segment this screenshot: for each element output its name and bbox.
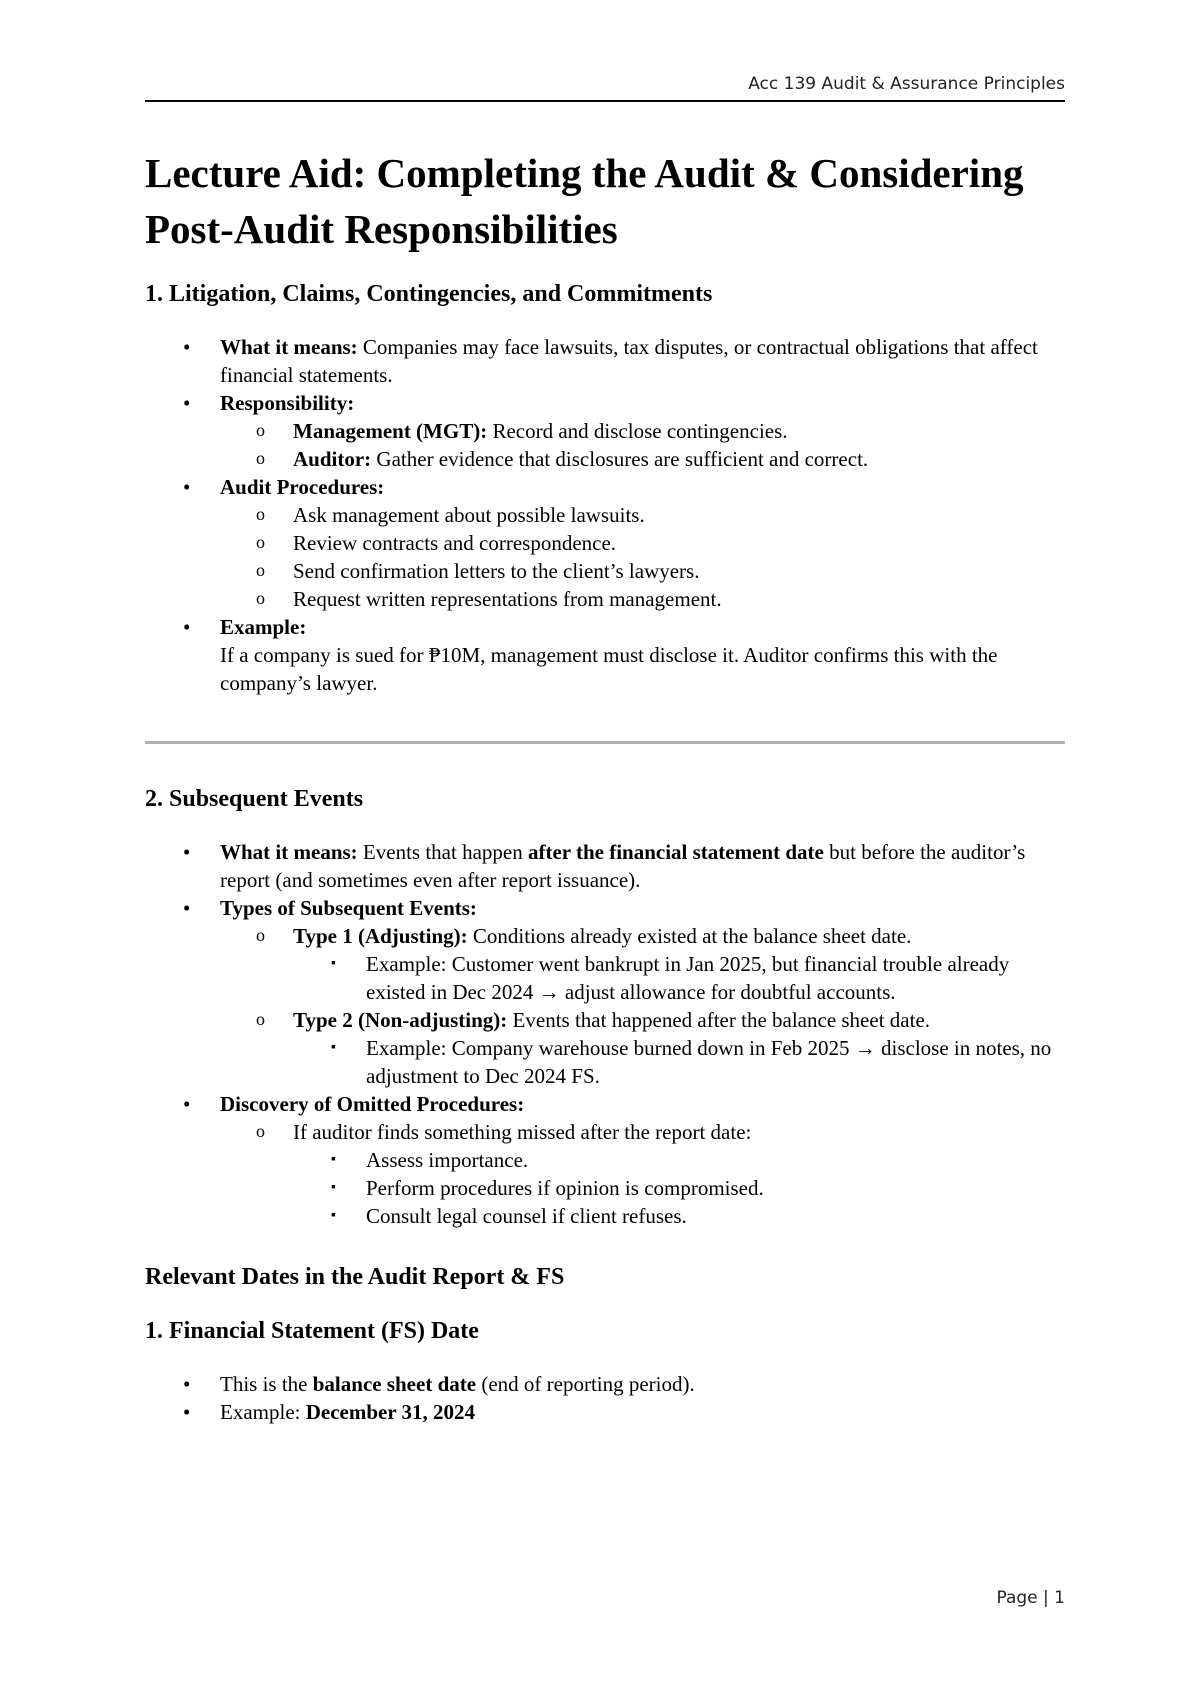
omitted-intro bbox=[220, 1118, 1065, 1230]
list-item-fs-date-example bbox=[145, 1398, 1065, 1426]
text-fs-date-1: This is the bbox=[220, 1372, 313, 1396]
value-fs-date-example: December 31, 2024 bbox=[305, 1400, 476, 1424]
list-item-fs-date-definition bbox=[145, 1370, 1065, 1398]
label-what-it-means: What it means: bbox=[220, 335, 358, 359]
section-divider bbox=[145, 741, 1065, 744]
omitted-step: ▪ Assess importance. bbox=[293, 1146, 1065, 1174]
text-fs-date-2: (end of reporting period). bbox=[476, 1372, 695, 1396]
list-item-types bbox=[145, 894, 1065, 1090]
label-fs-date-example: Example: bbox=[220, 1400, 306, 1424]
omitted-step: ▪ Perform procedures if opinion is compromised. bbox=[293, 1174, 1065, 1202]
text-type1: Conditions already existed at the balance sheet date. bbox=[467, 924, 912, 948]
fs-date-list bbox=[145, 1370, 1065, 1426]
text-what-it-means-2: but before the auditor’s report (and sometimes even after report issuance). bbox=[220, 840, 1026, 892]
section-heading-subsequent-events: 2. Subsequent Events bbox=[145, 786, 364, 812]
running-header: Acc 139 Audit & Assurance Principles bbox=[748, 74, 1065, 94]
label-what-it-means: What it means: bbox=[220, 840, 358, 864]
text-what-it-means: Companies may face lawsuits, tax disputes, or contractual obligations that affect financial statements. bbox=[220, 335, 1038, 387]
procedure-item: o Review contracts and correspondence. bbox=[220, 529, 1065, 557]
header-rule bbox=[145, 100, 1065, 102]
type1-example-list bbox=[293, 950, 1065, 1006]
label-responsibility: Responsibility: bbox=[220, 391, 355, 415]
list-item-type2 bbox=[220, 1006, 1065, 1090]
litigation-list bbox=[145, 333, 1065, 697]
omitted-sublist bbox=[220, 1118, 1065, 1230]
procedure-item: o Request written representations from management. bbox=[220, 585, 1065, 613]
label-management: Management (MGT): bbox=[293, 419, 488, 443]
omitted-steps-list bbox=[293, 1146, 1065, 1230]
procedure-item: o Send confirmation letters to the client’s lawyers. bbox=[220, 557, 1065, 585]
spacer bbox=[145, 1230, 1065, 1262]
type2-example: ▪ Example: Company warehouse burned down in Feb 2025 → disclose in notes, no adjustment to Dec 2024 FS. bbox=[293, 1034, 1065, 1090]
label-auditor: Auditor: bbox=[293, 447, 372, 471]
list-item-example bbox=[145, 613, 1065, 697]
text-what-it-means-bold: after the financial statement date bbox=[527, 840, 824, 864]
section-heading-relevant-dates: Relevant Dates in the Audit Report & FS bbox=[145, 1264, 565, 1290]
page-title: Lecture Aid: Completing the Audit & Considering Post-Audit Responsibilities bbox=[145, 150, 1024, 252]
list-item-type1 bbox=[220, 922, 1065, 1006]
text-omitted-intro: If auditor finds something missed after the report date: bbox=[293, 1120, 752, 1144]
subheading-fs-date: 1. Financial Statement (FS) Date bbox=[145, 1318, 479, 1344]
list-item-what-it-means bbox=[145, 333, 1065, 389]
text-auditor: Gather evidence that disclosures are sufficient and correct. bbox=[371, 447, 869, 471]
list-item-what-it-means bbox=[145, 838, 1065, 894]
page-number: Page | 1 bbox=[996, 1588, 1065, 1608]
list-item-audit-procedures bbox=[145, 473, 1065, 613]
text-example: If a company is sued for ₱10M, management must disclose it. Auditor confirms this with the company’s lawyer. bbox=[220, 643, 998, 695]
label-types: Types of Subsequent Events: bbox=[220, 896, 477, 920]
procedures-sublist bbox=[220, 501, 1065, 613]
label-example: Example: bbox=[220, 615, 307, 639]
label-audit-procedures: Audit Procedures: bbox=[220, 475, 385, 499]
text-type2: Events that happened after the balance sheet date. bbox=[507, 1008, 931, 1032]
subsequent-events-list bbox=[145, 838, 1065, 1230]
type2-example-list bbox=[293, 1034, 1065, 1090]
omitted-step: ▪ Consult legal counsel if client refuses. bbox=[293, 1202, 1065, 1230]
text-management: Record and disclose contingencies. bbox=[487, 419, 788, 443]
responsibility-sublist bbox=[220, 417, 1065, 473]
list-item-management bbox=[220, 417, 1065, 445]
type1-example: ▪ Example: Customer went bankrupt in Jan 2025, but financial trouble already existed in Dec 2024 → adjust allowance for doubtful accounts. bbox=[293, 950, 1065, 1006]
text-fs-date-bold: balance sheet date bbox=[312, 1372, 477, 1396]
label-type1: Type 1 (Adjusting): bbox=[293, 924, 468, 948]
document-body bbox=[145, 145, 1065, 1426]
label-omitted-procedures: Discovery of Omitted Procedures: bbox=[220, 1092, 525, 1116]
list-item-omitted-procedures bbox=[145, 1090, 1065, 1230]
label-type2: Type 2 (Non-adjusting): bbox=[293, 1008, 508, 1032]
section-heading-litigation: 1. Litigation, Claims, Contingencies, and Commitments bbox=[145, 281, 713, 307]
list-item-auditor bbox=[220, 445, 1065, 473]
types-sublist bbox=[220, 922, 1065, 1090]
list-item-responsibility bbox=[145, 389, 1065, 473]
text-what-it-means-1: Events that happen bbox=[357, 840, 528, 864]
procedure-item: o Ask management about possible lawsuits. bbox=[220, 501, 1065, 529]
